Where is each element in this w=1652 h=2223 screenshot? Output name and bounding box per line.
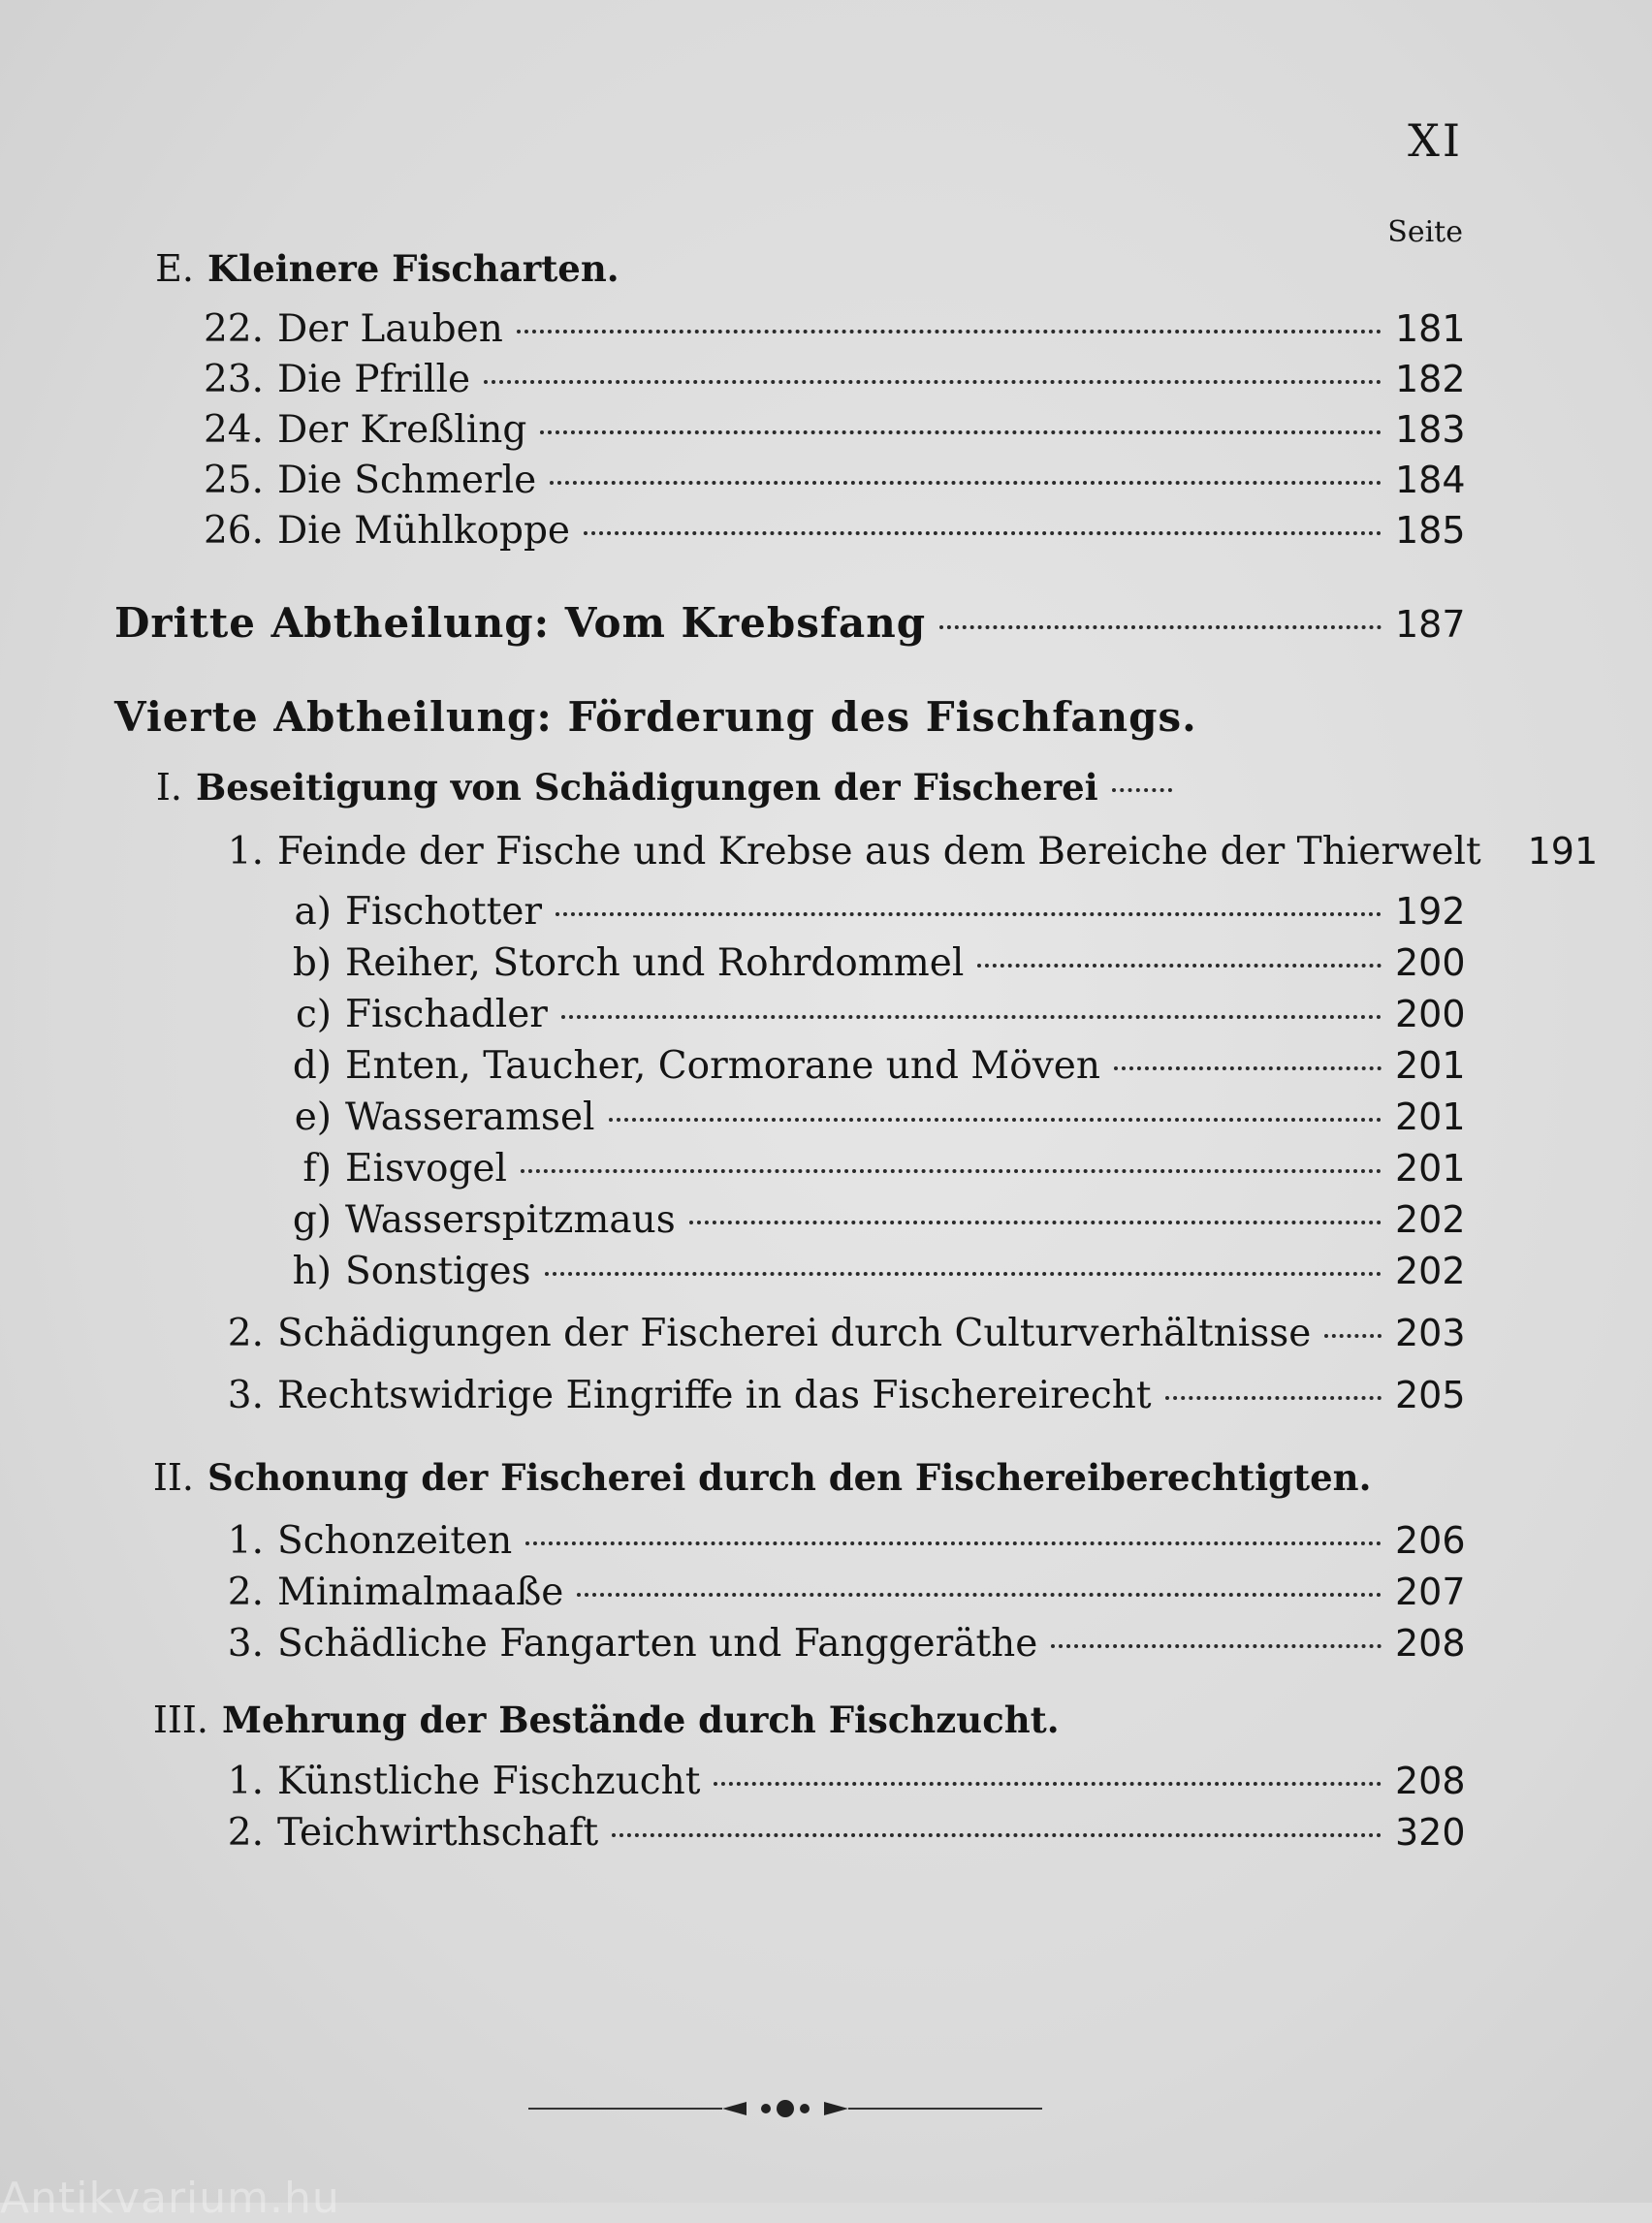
entry-page: 182	[1395, 358, 1466, 400]
toc-entry	[0, 1374, 1466, 1417]
subentry-page: 201	[1395, 1096, 1466, 1138]
section-heading-e	[0, 247, 1463, 290]
subentry-title: Fischadler	[345, 993, 548, 1036]
entry-page: 208	[1395, 1760, 1466, 1802]
entry-number: 2.	[227, 1811, 264, 1855]
subsection-title: Schonung der Fischerei durch den Fischereiberechtigten.	[207, 1456, 1372, 1499]
leader-dots	[689, 1221, 1382, 1224]
entry-number: 1.	[227, 1760, 264, 1803]
toc-entry	[0, 459, 1466, 502]
subentry-title: Eisvogel	[345, 1147, 507, 1191]
toc-subentry	[0, 993, 1466, 1036]
subentry-letter: e)	[294, 1096, 332, 1139]
entry-title: Minimalmaaße	[277, 1571, 564, 1614]
entry-number: 3.	[227, 1622, 264, 1666]
subentry-letter: d)	[292, 1044, 332, 1088]
toc-subentry	[0, 941, 1466, 985]
column-label-seite: Seite	[1387, 215, 1463, 249]
section-title: Kleinere Fischarten.	[207, 247, 620, 290]
ornament-divider-icon	[528, 2089, 1042, 2128]
toc-entry	[0, 1519, 1466, 1563]
leader-dots	[1114, 1066, 1382, 1070]
leader-dots	[609, 1118, 1382, 1122]
entry-number: 23.	[203, 358, 264, 401]
subentry-letter: f)	[302, 1147, 332, 1191]
entry-title: Die Schmerle	[277, 459, 537, 502]
toc-subentry	[0, 890, 1466, 934]
entry-title: Schädliche Fangarten und Fanggeräthe	[277, 1622, 1038, 1666]
part-page: 187	[1395, 603, 1466, 646]
subentry-title: Enten, Taucher, Cormorane und Möven	[345, 1044, 1100, 1088]
subentry-letter: h)	[292, 1250, 332, 1293]
subentry-title: Reiher, Storch und Rohrdommel	[345, 941, 965, 985]
toc-entry	[0, 408, 1466, 452]
toc-subentry	[0, 1250, 1466, 1293]
leader-dots	[1051, 1644, 1382, 1648]
page-number: XI	[1408, 114, 1463, 167]
subentry-page: 202	[1395, 1198, 1466, 1241]
subentry-page: 192	[1395, 890, 1466, 933]
toc-subentry	[0, 1044, 1466, 1088]
leader-dots	[1112, 788, 1172, 792]
toc-entry	[0, 509, 1466, 553]
entry-title: Rechtswidrige Eingriffe in das Fischereirecht	[277, 1374, 1152, 1417]
leader-dots	[517, 330, 1382, 333]
entry-title: Teichwirthschaft	[277, 1811, 599, 1855]
subentry-page: 202	[1395, 1250, 1466, 1292]
watermark-text: Antikvarium.hu	[0, 2174, 340, 2223]
entry-title: Künstliche Fischzucht	[277, 1760, 701, 1803]
subsection-label: I.	[155, 766, 182, 809]
section-label: E.	[155, 247, 194, 290]
subentry-page: 201	[1395, 1147, 1466, 1190]
toc-subentry	[0, 1147, 1466, 1191]
leader-dots	[577, 1593, 1382, 1597]
entry-title: Feinde der Fische und Krebse aus dem Bereiche der Thierwelt	[277, 830, 1481, 873]
entry-page: 207	[1395, 1571, 1466, 1613]
subsection-label: III.	[152, 1699, 208, 1741]
entry-title: Schonzeiten	[277, 1519, 513, 1563]
toc-entry	[0, 358, 1466, 401]
part-heading-vierte	[0, 693, 1463, 741]
entry-number: 22.	[203, 307, 264, 351]
leader-dots	[1165, 1396, 1382, 1400]
entry-page: 181	[1395, 307, 1466, 350]
leader-dots	[939, 625, 1382, 629]
leader-dots	[550, 481, 1382, 485]
entry-number: 26.	[203, 509, 264, 553]
entry-title: Der Lauben	[277, 307, 503, 351]
entry-title: Der Kreßling	[277, 408, 527, 452]
entry-number: 25.	[203, 459, 264, 502]
entry-number: 2.	[227, 1571, 264, 1614]
subentry-letter: c)	[295, 993, 332, 1036]
entry-number: 2.	[227, 1312, 264, 1355]
leader-dots	[977, 964, 1382, 968]
entry-page: 183	[1395, 408, 1466, 451]
subsection-heading-iii	[0, 1699, 1463, 1741]
entry-page: 191	[1527, 830, 1599, 873]
leader-dots	[540, 430, 1382, 434]
entry-page: 320	[1395, 1811, 1466, 1854]
subsection-label: II.	[152, 1456, 194, 1499]
entry-title: Die Pfrille	[277, 358, 471, 401]
subentry-title: Fischotter	[345, 890, 543, 934]
entry-number: 1.	[227, 1519, 264, 1563]
toc-subentry	[0, 1096, 1466, 1139]
leader-dots	[545, 1272, 1382, 1276]
toc-entry	[0, 1622, 1466, 1666]
entry-page: 184	[1395, 459, 1466, 501]
toc-entry	[0, 1760, 1466, 1803]
leader-dots	[484, 380, 1382, 384]
part-title: Vierte Abtheilung: Förderung des Fischfangs.	[114, 693, 1197, 741]
subentry-title: Sonstiges	[345, 1250, 531, 1293]
leader-dots	[612, 1833, 1382, 1837]
leader-dots	[584, 531, 1382, 535]
subsection-heading-i	[0, 766, 1463, 809]
subentry-page: 200	[1395, 993, 1466, 1035]
leader-dots	[525, 1541, 1382, 1545]
entry-number: 24.	[203, 408, 264, 452]
subentry-page: 201	[1395, 1044, 1466, 1087]
toc-entry	[0, 830, 1599, 873]
entry-number: 1.	[227, 830, 264, 873]
subentry-letter: g)	[292, 1198, 332, 1242]
subentry-letter: a)	[294, 890, 332, 934]
subentry-page: 200	[1395, 941, 1466, 984]
toc-entry	[0, 1312, 1466, 1355]
subsection-title: Beseitigung von Schädigungen der Fischerei	[196, 766, 1098, 809]
entry-page: 185	[1395, 509, 1466, 552]
subentry-title: Wasserspitzmaus	[345, 1198, 676, 1242]
entry-title: Schädigungen der Fischerei durch Culturverhältnisse	[277, 1312, 1312, 1355]
entry-page: 205	[1395, 1374, 1466, 1416]
part-heading-dritte	[0, 599, 1466, 647]
leader-dots	[1324, 1334, 1382, 1338]
toc-entry	[0, 1571, 1466, 1614]
toc-subentry	[0, 1198, 1466, 1242]
entry-page: 208	[1395, 1622, 1466, 1665]
part-title: Dritte Abtheilung: Vom Krebsfang	[114, 599, 927, 647]
leader-dots	[561, 1015, 1382, 1019]
subsection-title: Mehrung der Bestände durch Fischzucht.	[222, 1699, 1060, 1741]
entry-title: Die Mühlkoppe	[277, 509, 570, 553]
toc-entry	[0, 307, 1466, 351]
toc-entry	[0, 1811, 1466, 1855]
entry-number: 3.	[227, 1374, 264, 1417]
leader-dots	[714, 1782, 1382, 1786]
subentry-letter: b)	[292, 941, 332, 985]
subsection-heading-ii	[0, 1456, 1463, 1499]
entry-page: 203	[1395, 1312, 1466, 1354]
leader-dots	[521, 1169, 1382, 1173]
subentry-title: Wasseramsel	[345, 1096, 595, 1139]
entry-page: 206	[1395, 1519, 1466, 1562]
leader-dots	[556, 912, 1382, 916]
